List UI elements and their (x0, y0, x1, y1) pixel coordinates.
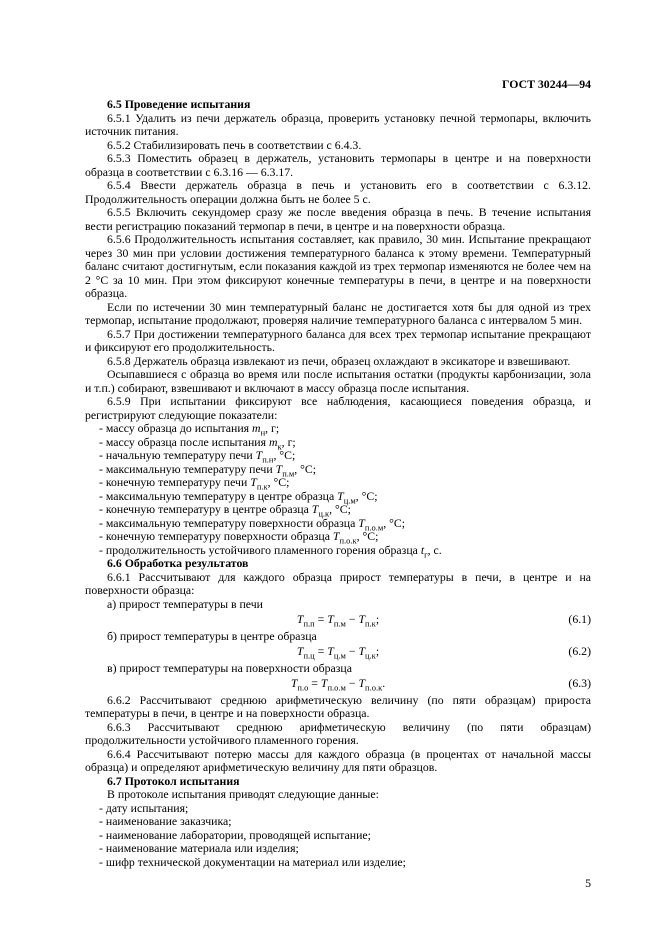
symbol: Т (296, 644, 304, 658)
list-item-a: а) прирост температуры в печи (107, 596, 263, 611)
symbol: Т (358, 676, 366, 690)
item-text: , °С; (267, 475, 290, 489)
subscript: п.п (303, 618, 315, 629)
symbol: Т (296, 612, 304, 626)
subscript: ц.м (343, 494, 356, 505)
item-text: - максимальную температуру поверхности образца (99, 515, 359, 530)
subscript: п.о.к (365, 682, 383, 693)
item-text: - максимальную температуру печи (99, 461, 276, 476)
item-text: - конечную температуру в центре образца (99, 502, 312, 516)
symbol: Т (327, 644, 334, 658)
subscript: к (277, 440, 282, 451)
indicator-item (85, 503, 591, 517)
operator: = (314, 644, 328, 658)
item-text: , °С; (356, 529, 379, 543)
subscript: п.к (256, 481, 268, 492)
paragraph-6-5-8: 6.5.8 Держатель образца извлекают из печи, образец охлаждают в эксикаторе и взвешивают. (107, 353, 571, 368)
section-heading-6-5: 6.5 Проведение испытания (107, 97, 251, 111)
symbol: Т (320, 676, 328, 690)
indicator-item (85, 544, 591, 558)
formula-expression (290, 676, 386, 693)
section-heading-6-6: 6.6 Обработка результатов (107, 556, 249, 570)
operator: − (345, 676, 359, 690)
formula-6-3 (85, 677, 591, 691)
punctuation: ; (375, 612, 380, 626)
paragraph-6-5-3: 6.5.3 Поместить образец в держатель, установить термопары в центре и на поверхности образца в соответствии с 6.3.16 — 6.3.17. (85, 151, 591, 179)
item-text: , с. (427, 542, 442, 557)
subscript: н (260, 427, 266, 438)
subscript: п.н (262, 454, 274, 465)
paragraph-6-5-2: 6.5.2 Стабилизировать печь в соответствии с 6.4.3. (107, 137, 362, 152)
symbol: Т (255, 448, 263, 462)
indicator-item (85, 490, 591, 504)
page-content (85, 98, 591, 869)
formula-number: (6.1) (568, 612, 591, 626)
punctuation: . (382, 676, 386, 690)
item-text: , °С; (355, 488, 378, 503)
page-number: 5 (585, 875, 591, 890)
symbol: Т (327, 612, 334, 626)
paragraph-6-6-1: 6.6.1 Рассчитывают для каждого образца прирост температуры в печи, в центре и на поверхности образца: (85, 569, 591, 597)
subscript: ц.к (318, 508, 330, 519)
list-item-v: в) прирост температуры на поверхности образца (107, 660, 352, 675)
operator: − (345, 612, 359, 626)
protocol-item: - наименование заказчика; (99, 814, 232, 828)
symbol: Т (250, 475, 257, 489)
symbol: Т (358, 644, 365, 658)
item-text: , °С; (294, 461, 317, 476)
formula-number: (6.2) (568, 644, 591, 658)
indicator-item (85, 449, 591, 463)
operator: − (345, 644, 359, 658)
symbol: Т (332, 529, 340, 543)
formula-number: (6.3) (568, 676, 591, 690)
subscript: п.ц (303, 650, 315, 661)
item-text: - начальную температуру печи (99, 448, 256, 462)
indicator-item (85, 436, 591, 450)
item-text: - продолжительность устойчивого пламенного горения образца (99, 542, 421, 557)
protocol-item: - наименование лаборатории, проводящей испытание; (99, 827, 371, 842)
protocol-item: - шифр технической документации на материал или изделие; (99, 854, 406, 869)
indicator-item (85, 530, 591, 544)
item-text: , г; (265, 421, 280, 435)
subscript: ц.к (365, 650, 376, 661)
subscript: п.о.к (339, 535, 357, 546)
paragraph-6-5-6-cont: Если по истечении 30 мин температурный баланс не достигается хотя бы для одной из трех термопар, испытание продолжают, проверяя наличие температурного баланса с интервалом 5 мин. (85, 299, 591, 327)
item-text: - массу образца после испытания (99, 434, 269, 449)
operator: = (314, 612, 328, 626)
paragraph-6-5-8-cont: Осыпавшиеся с образца во время или после испытания остатки (продукты карбонизации, зола и т.п.) собирают, взвешивают и включают в массу образца после испытания. (85, 367, 591, 395)
list-item-b: б) прирост температуры в центре образца (107, 628, 317, 643)
paragraph-6-5-9: 6.5.9 При испытании фиксируют все наблюдения, касающиеся поведения образца, и регистрируют следующие показатели: (85, 394, 591, 422)
paragraph-6-7-intro: В протоколе испытания приводят следующие данные: (107, 787, 379, 801)
formula-6-1 (85, 613, 591, 627)
formula-6-2 (85, 645, 591, 659)
subscript: ц.м (333, 650, 346, 661)
indicator-item (85, 463, 591, 477)
symbol: t (420, 542, 425, 557)
formula-expression (296, 644, 380, 661)
symbol: Т (275, 461, 283, 476)
symbol: m (252, 421, 261, 435)
paragraph-6-5-5: 6.5.5 Включить секундомер сразу же после введения образца в печь. В течение испытания вести регистрацию показаний термопар в печи, в центре и на поверхности образца. (85, 205, 591, 233)
item-text: - максимальную температуру в центре образца (99, 488, 338, 503)
paragraph-6-6-2: 6.6.2 Рассчитывают среднюю арифметическую величину (по пяти образцам) прироста температуры в печи, в центре и на поверхности образца. (85, 692, 591, 720)
item-text: - массу образца до испытания (99, 421, 253, 435)
protocol-item: - наименование материала или изделия; (99, 841, 299, 855)
item-text: , °С; (383, 515, 406, 530)
paragraph-6-5-1: 6.5.1 Удалить из печи держатель образца, проверить установку печной термопары, включить источник питания. (85, 110, 591, 138)
item-text: , г; (281, 434, 296, 449)
subscript: п.м (282, 467, 295, 478)
indicator-item (85, 476, 591, 490)
item-text: - конечную температуру печи (99, 475, 251, 489)
item-text: - конечную температуру поверхности образца (99, 529, 333, 543)
symbol: Т (358, 515, 365, 530)
subscript: п.м (333, 618, 346, 629)
doc-number: ГОСТ 30244—94 (502, 77, 591, 91)
operator: = (308, 676, 321, 690)
paragraph-6-6-4: 6.6.4 Рассчитывают потерю массы для каждого образца (в процентах от начальной массы образца) и определяют арифметическую величину для пяти образцов. (85, 746, 591, 774)
subscript: п.о.м (364, 521, 384, 532)
protocol-item: - дату испытания; (99, 800, 189, 815)
symbol: Т (358, 612, 365, 626)
subscript: п.к (365, 618, 376, 629)
section-heading-6-7: 6.7 Протокол испытания (107, 773, 240, 788)
formula-expression (296, 612, 380, 629)
symbol: Т (337, 488, 344, 503)
symbol: Т (290, 676, 298, 690)
paragraph-6-5-6: 6.5.6 Продолжительность испытания составляет, как правило, 30 мин. Испытание прекращают через 30 мин при условии достижения температурного баланса к этому времени. Температурный баланс считают достигнутым, если показания каждой из трех термопар изменяются не более чем на 2 °С за 10 мин. При этом фиксируют конечные температуры в печи, в центре и на поверхности образца. (85, 232, 591, 300)
paragraph-6-5-4: 6.5.4 Ввести держатель образца в печь и установить его в соответствии с 6.3.12. Продолжительность операции должна быть не более 5 с. (85, 178, 591, 206)
item-text: , °С; (273, 448, 296, 462)
item-text: , °С; (329, 502, 351, 516)
subscript: п.о.м (327, 682, 346, 693)
indicator-item (85, 517, 591, 531)
subscript: г (424, 548, 428, 559)
indicator-item (85, 422, 591, 436)
paragraph-6-5-7: 6.5.7 При достижении температурного баланса для всех трех термопар испытание прекращают и фиксируют его продолжительность. (85, 326, 591, 354)
punctuation: ; (375, 644, 380, 658)
symbol: m (269, 434, 278, 449)
symbol: Т (311, 502, 319, 516)
paragraph-6-6-3: 6.6.3 Рассчитывают среднюю арифметическую величину (по пяти образцам) продолжительности устойчивого пламенного горения. (85, 719, 591, 747)
subscript: п.о (297, 682, 309, 693)
